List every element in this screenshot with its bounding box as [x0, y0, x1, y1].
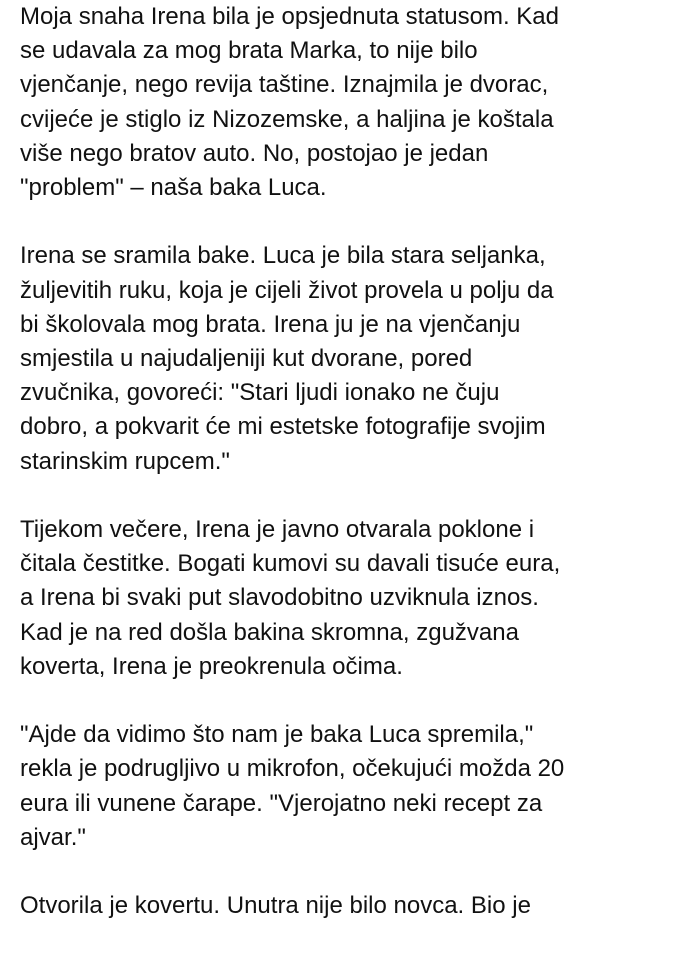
text-line: vjenčanje, nego revija taštine. Iznajmila je dvorac,	[20, 71, 549, 99]
paragraph-2	[20, 239, 690, 478]
text-line: čitala čestitke. Bogati kumovi su davali tisuće eura,	[20, 550, 561, 578]
document-page	[20, 0, 690, 958]
text-line: Irena se sramila bake. Luca je bila stara seljanka,	[20, 242, 546, 270]
text-line: cvijeće je stiglo iz Nizozemske, a haljina je koštala	[20, 105, 554, 133]
text-line: smjestila u najudaljeniji kut dvorane, pored	[20, 345, 473, 373]
text-line: bi školovala mog brata. Irena ju je na vjenčanju	[20, 310, 521, 338]
text-line: a Irena bi svaki put slavodobitno uzviknula iznos.	[20, 584, 539, 612]
text-line: Tijekom večere, Irena je javno otvarala poklone i	[20, 516, 535, 544]
paragraph-5	[20, 889, 690, 923]
text-line: starinskim rupcem."	[20, 447, 230, 475]
text-line: Moja snaha Irena bila je opsjednuta statusom. Kad	[20, 3, 560, 30]
text-line: Otvorila je kovertu. Unutra nije bilo novca. Bio je	[20, 892, 531, 920]
text-line: "Ajde da vidimo što nam je baka Luca spremila,"	[20, 721, 534, 749]
text-line: dobro, a pokvarit će mi estetske fotografije svojim	[20, 413, 546, 441]
text-line: više nego bratov auto. No, postojao je jedan	[20, 139, 489, 167]
text-line: Kad je na red došla bakina skromna, zgužvana	[20, 618, 519, 646]
text-line: se udavala za mog brata Marka, to nije bilo	[20, 37, 478, 65]
text-line: ajvar."	[20, 823, 86, 851]
text-line: eura ili vunene čarape. "Vjerojatno neki recept za	[20, 789, 543, 817]
text-line: "problem" – naša baka Luca.	[20, 174, 327, 202]
paragraph-1	[20, 0, 690, 205]
text-line: zvučnika, govoreći: "Stari ljudi ionako ne čuju	[20, 379, 500, 407]
paragraph-4	[20, 718, 690, 855]
text-line: rekla je podrugljivo u mikrofon, očekujući možda 20	[20, 755, 565, 783]
text-line: koverta, Irena je preokrenula očima.	[20, 652, 403, 680]
text-line: žuljevitih ruku, koja je cijeli život provela u polju da	[20, 276, 554, 304]
paragraph-3	[20, 513, 690, 684]
